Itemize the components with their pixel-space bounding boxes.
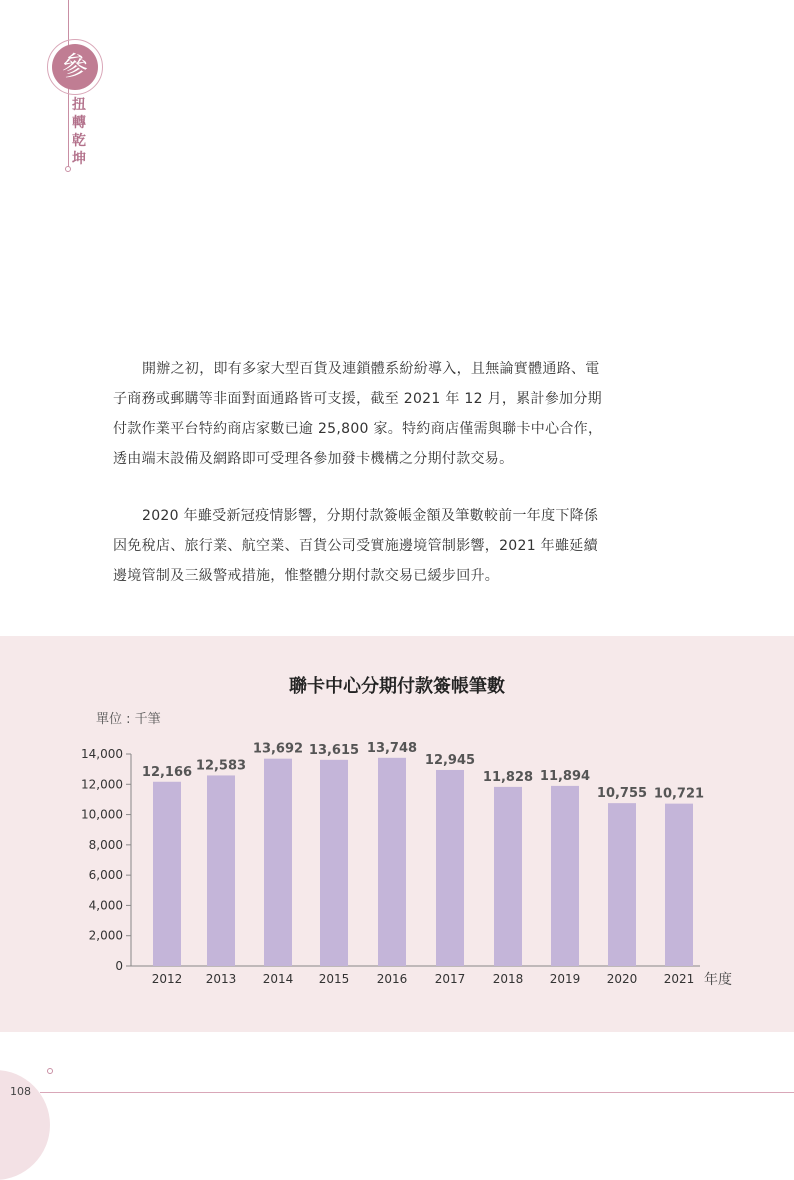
x-tick-label-2013: 2013 [205,972,237,986]
x-axis-unit: 年度 [704,972,732,988]
value-label-2016: 13,748 [366,740,418,756]
bar-chart [0,636,794,1032]
x-tick-label-2015: 2015 [318,972,350,986]
value-label-2020: 10,755 [596,786,648,802]
x-ticks [152,972,695,986]
value-label-2018: 11,828 [482,769,534,785]
bar-2020 [608,803,636,966]
y-tick-label: 0 [115,959,123,973]
header-line-dot [65,166,71,172]
bar-2012 [153,782,181,966]
section-badge: 參 [52,44,98,90]
body-paragraph-1: 開辦之初，即有多家大型百貨及連鎖體系紛紛導入，且無論實體通路、電子商務或郵購等非面對面通路皆可支援，截至 2021 年 12 月，累計參加分期付款作業平台特約商店家數已逾 25,800 家。特約商店僅需與聯卡中心合作，透由端末設備及網路即可受理各參加發卡機構之分期付款交易。 [113,361,603,467]
x-tick-label-2018: 2018 [492,972,524,986]
chart-unit-label: 單位 : 千筆 [96,712,161,727]
y-tick-label: 12,000 [81,777,123,792]
bar-2021 [665,804,693,966]
x-tick-label-2012: 2012 [151,972,183,986]
y-tick-label: 14,000 [81,747,123,761]
value-label-2019: 11,894 [539,768,591,784]
value-label-2017: 12,945 [424,752,476,768]
bar-2014 [264,759,292,966]
bar-2019 [551,786,579,966]
x-tick-label-2019: 2019 [549,972,581,986]
chart-title: 聯卡中心分期付款簽帳筆數 [289,676,505,697]
y-tick-label: 10,000 [81,807,123,822]
section-title: 扭轉乾坤 [72,97,86,167]
y-tick-label: 2,000 [88,928,123,943]
bar-2017 [436,770,464,966]
bar-2018 [494,787,522,966]
footer-dot [47,1068,53,1074]
bar-2015 [320,760,348,966]
y-tick-label: 6,000 [88,868,123,883]
chart-panel [0,636,794,1032]
body-paragraph-2: 2020 年雖受新冠疫情影響，分期付款簽帳金額及筆數較前一年度下降係因免稅店、旅行業、航空業、百貨公司受實施邊境管制影響，2021 年雖延續邊境管制及三級警戒措施，惟整體分期付款交易已緩步回升。 [113,508,599,584]
x-tick-label-2014: 2014 [262,972,294,986]
value-label-2013: 12,583 [195,758,247,774]
x-tick-label-2021: 2021 [663,972,695,986]
value-label-2014: 13,692 [252,741,304,757]
y-ticks [81,747,131,973]
value-label-2012: 12,166 [141,764,193,780]
y-tick-label: 4,000 [88,898,123,913]
y-tick-label: 8,000 [88,837,123,852]
footer-line [40,1092,794,1093]
value-label-2021: 10,721 [653,786,705,802]
x-tick-label-2020: 2020 [606,972,638,986]
x-tick-label-2017: 2017 [434,972,466,986]
bar-2013 [207,775,235,966]
page-number: 108 [10,1085,31,1098]
x-tick-label-2016: 2016 [376,972,408,986]
bar-2016 [378,758,406,966]
value-label-2015: 13,615 [308,742,360,758]
